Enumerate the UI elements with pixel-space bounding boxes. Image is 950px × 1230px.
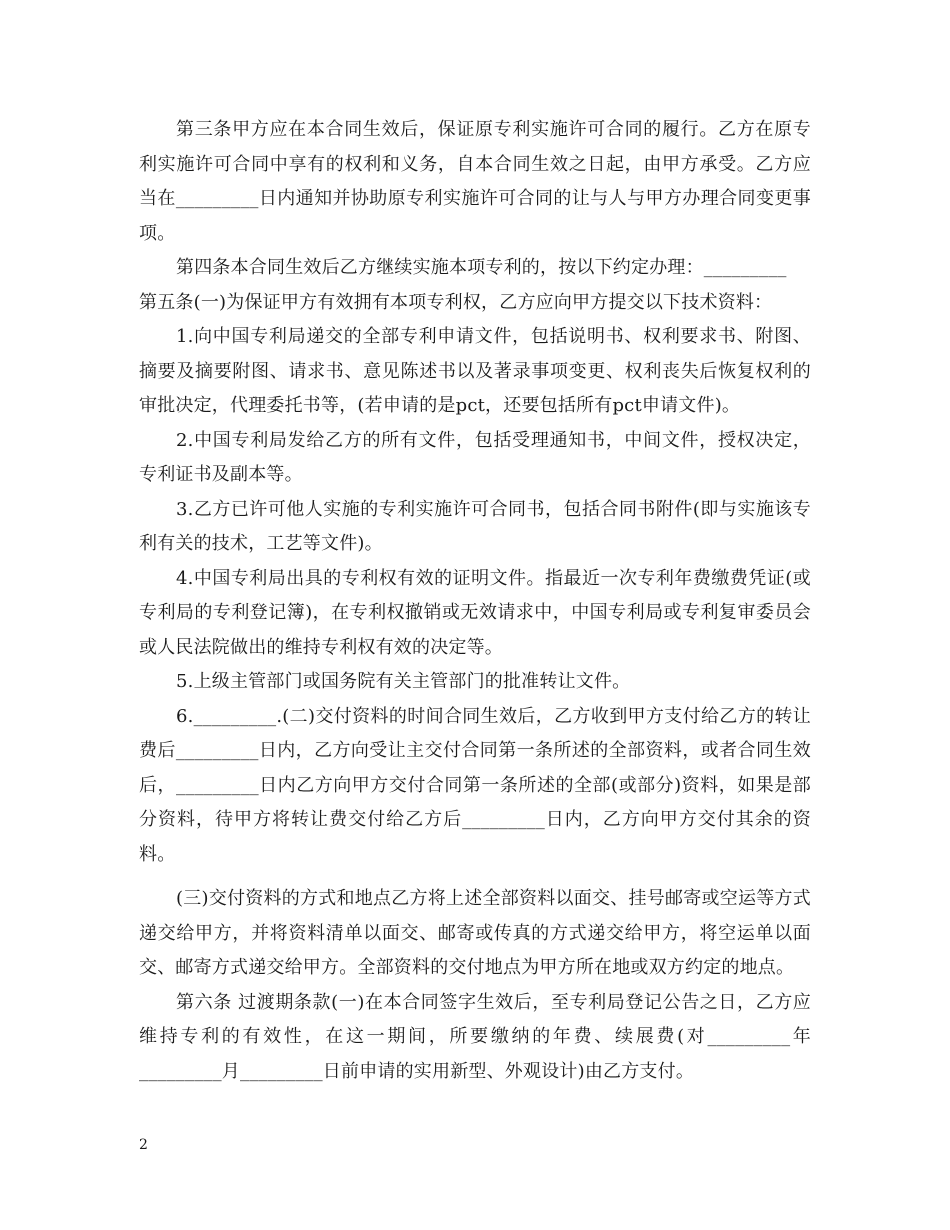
document-body bbox=[139, 113, 811, 1089]
paragraph-article-4: 第四条本合同生效后乙方继续实施本项专利的，按以下约定办理：_________ bbox=[176, 257, 787, 278]
paragraph-item-1: 1.向中国专利局递交的全部专利申请文件，包括说明书、权利要求书、附图、摘要及摘要附图、请求书、意见陈述书以及著录事项变更、权利丧失后恢复权利的审批决定，代理委托书等，(若申请的是pct，还要包括所有pct申请文件)。 bbox=[139, 326, 811, 416]
paragraph-delivery-method: (三)交付资料的方式和地点乙方将上述全部资料以面交、挂号邮寄或空运等方式递交给甲方，并将资料清单以面交、邮寄或传真的方式递交给甲方，将空运单以面交、邮寄方式递交给甲方。全部资料的交付地点为甲方所在地或双方约定的地点。 bbox=[139, 888, 811, 978]
paragraph-article-3: 第三条甲方应在本合同生效后，保证原专利实施许可合同的履行。乙方在原专利实施许可合同中享有的权利和义务，自本合同生效之日起，由甲方承受。乙方应当在_________日内通知并协助原专利实施许可合同的让与人与甲方办理合同变更事项。 bbox=[139, 119, 811, 244]
paragraph-item-3: 3.乙方已许可他人实施的专利实施许可合同书，包括合同书附件(即与实施该专利有关的技术，工艺等文件)。 bbox=[139, 498, 811, 554]
paragraph-item-4: 4.中国专利局出具的专利权有效的证明文件。指最近一次专利年费缴费凭证(或专利局的专利登记簿)，在专利权撤销或无效请求中，中国专利局或专利复审委员会或人民法院做出的维持专利权有效的决定等。 bbox=[139, 567, 811, 658]
paragraph-article-6: 第六条 过渡期条款(一)在本合同签字生效后，至专利局登记公告之日，乙方应维持专利的有效性，在这一期间，所要缴纳的年费、续展费(对_________年_________月_________日前申请的实用新型、外观设计)由乙方支付。 bbox=[139, 991, 811, 1082]
paragraph-item-5: 5.上级主管部门或国务院有关主管部门的批准转让文件。 bbox=[176, 671, 631, 692]
page-number: 2 bbox=[139, 1137, 148, 1153]
paragraph-item-6: 6._________.(二)交付资料的时间合同生效后，乙方收到甲方支付给乙方的转让费后_________日内，乙方向受让主交付合同第一条所述的全部资料，或者合同生效后，_________日内乙方向甲方交付合同第一条所述的全部(或部分)资料，如果是部分资料，待甲方将转让费交付给乙方后_________日内，乙方向甲方交付其余的资料。 bbox=[139, 705, 811, 865]
paragraph-item-2: 2.中国专利局发给乙方的所有文件，包括受理通知书，中间文件，授权决定，专利证书及副本等。 bbox=[139, 429, 811, 485]
paragraph-article-5-intro: 第五条(一)为保证甲方有效拥有本项专利权，乙方应向甲方提交以下技术资料： bbox=[139, 291, 773, 313]
